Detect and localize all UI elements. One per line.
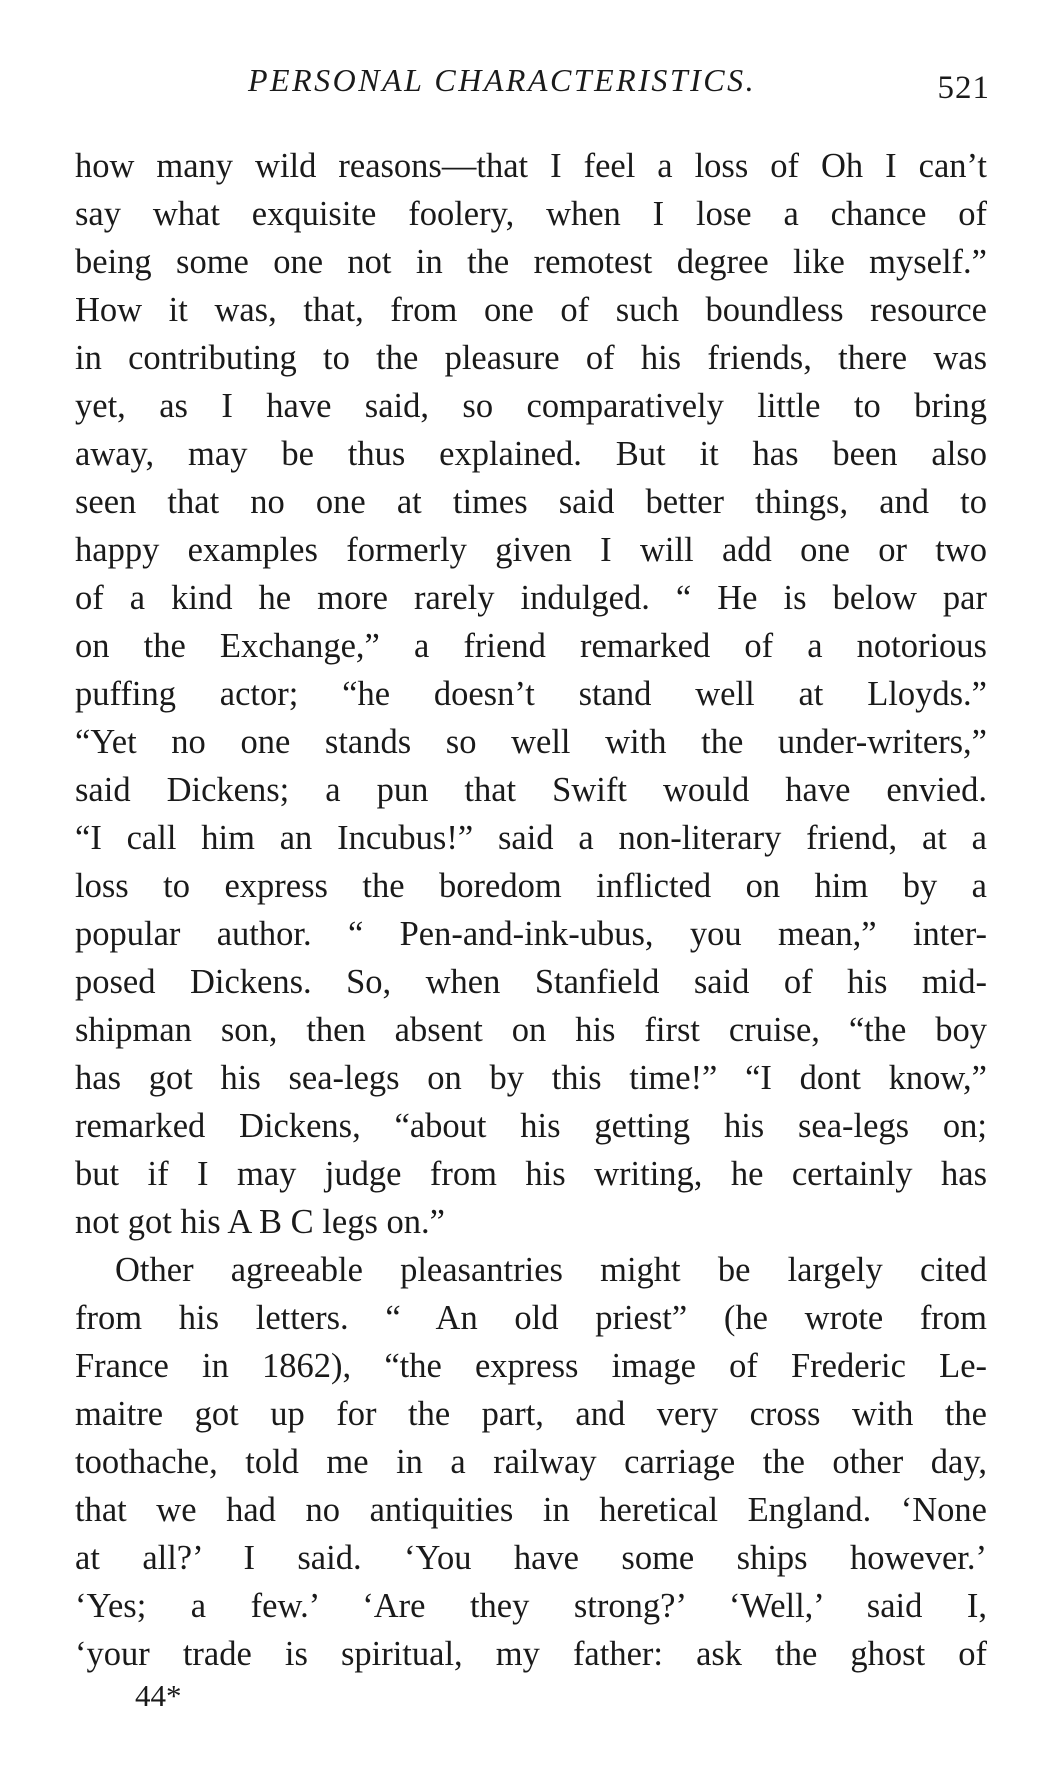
signature-mark: 44* <box>135 1678 182 1713</box>
text-line: how many wild reasons—that I feel a loss of Oh I can’t <box>75 147 987 185</box>
text-line: remarked Dickens, “about his getting his sea-legs on; <box>75 1107 987 1145</box>
text-line: Other agreeable pleasantries might be largely cited <box>115 1251 987 1289</box>
text-line: say what exquisite foolery, when I lose a chance of <box>75 195 987 233</box>
text-line: at all?’ I said. ‘You have some ships however.’ <box>75 1539 987 1577</box>
text-line: said Dickens; a pun that Swift would have envied. <box>75 771 987 809</box>
text-line: maitre got up for the part, and very cross with the <box>75 1395 987 1433</box>
text-line: has got his sea-legs on by this time!” “I dont know,” <box>75 1059 987 1097</box>
text-line: away, may be thus explained. But it has been also <box>75 435 987 473</box>
text-line: not got his A B C legs on.” <box>75 1203 445 1241</box>
text-line: but if I may judge from his writing, he certainly has <box>75 1155 987 1193</box>
text-line: How it was, that, from one of such boundless resource <box>75 291 987 329</box>
text-line: loss to express the boredom inflicted on him by a <box>75 867 987 905</box>
paragraph-2 <box>75 1246 987 1678</box>
text-line: shipman son, then absent on his first cruise, “the boy <box>75 1011 987 1049</box>
text-line: being some one not in the remotest degree like myself.” <box>75 243 987 281</box>
text-line: that we had no antiquities in heretical England. ‘None <box>75 1491 987 1529</box>
text-line: from his letters. “ An old priest” (he wrote from <box>75 1299 987 1337</box>
text-line: in contributing to the pleasure of his friends, there was <box>75 339 987 377</box>
text-line: of a kind he more rarely indulged. “ He is below par <box>75 579 987 617</box>
running-head <box>68 60 990 110</box>
text-line: toothache, told me in a railway carriage the other day, <box>75 1443 987 1481</box>
text-line: “Yet no one stands so well with the under-writers,” <box>75 723 987 761</box>
text-line: puffing actor; “he doesn’t stand well at Lloyds.” <box>75 675 987 713</box>
text-line: posed Dickens. So, when Stanfield said of his mid- <box>75 963 987 1001</box>
paragraph-1 <box>75 142 987 1246</box>
body-text <box>75 142 987 1678</box>
text-line: ‘Yes; a few.’ ‘Are they strong?’ ‘Well,’ said I, <box>75 1587 987 1625</box>
text-line: ‘your trade is spiritual, my father: ask the ghost of <box>75 1635 987 1673</box>
text-line: seen that no one at times said better things, and to <box>75 483 987 521</box>
running-title: PERSONAL CHARACTERISTICS. <box>248 62 757 98</box>
text-line: on the Exchange,” a friend remarked of a notorious <box>75 627 987 665</box>
text-line: France in 1862), “the express image of Frederic Le- <box>75 1347 987 1385</box>
text-line: happy examples formerly given I will add one or two <box>75 531 987 569</box>
text-line: “I call him an Incubus!” said a non-literary friend, at a <box>75 819 987 857</box>
text-line: popular author. “ Pen-and-ink-ubus, you mean,” inter- <box>75 915 987 953</box>
page-number: 521 <box>937 70 990 106</box>
text-line: yet, as I have said, so comparatively little to bring <box>75 387 987 425</box>
